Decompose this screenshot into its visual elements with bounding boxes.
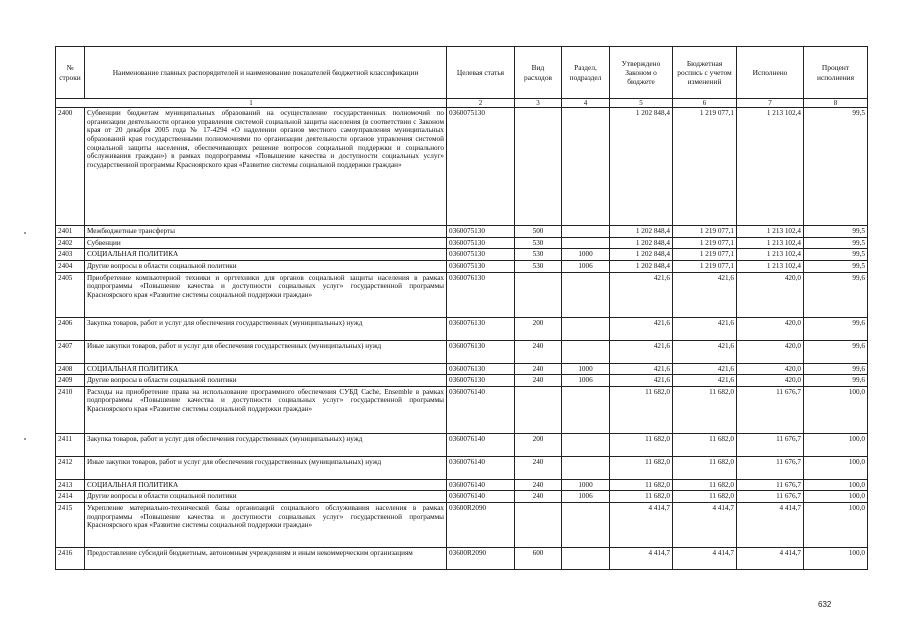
row-target: 0360076130 xyxy=(447,363,515,375)
row-schedule: 421,6 xyxy=(673,317,737,340)
row-approved: 421,6 xyxy=(610,375,673,387)
row-section xyxy=(562,226,610,238)
row-approved: 11 682,0 xyxy=(610,491,673,503)
row-name: Другие вопросы в области социальной политики xyxy=(85,375,447,387)
row-type: 200 xyxy=(515,433,562,456)
row-section xyxy=(562,503,610,548)
row-approved: 1 202 848,4 xyxy=(610,108,673,226)
row-executed: 11 676,7 xyxy=(737,386,804,433)
row-number: 2403 xyxy=(56,249,85,261)
row-target: 0360076140 xyxy=(447,491,515,503)
row-name: Закупка товаров, работ и услуг для обеспечения государственных (муниципальных) нужд xyxy=(85,433,447,456)
row-percent: 99,5 xyxy=(804,226,868,238)
row-name: Предоставление субсидий бюджетным, автономным учреждениям и иным некоммерческим организациям xyxy=(85,548,447,570)
row-type xyxy=(515,503,562,548)
row-percent: 100,0 xyxy=(804,503,868,548)
table-row xyxy=(56,548,868,570)
header-approved: Утверждено Законом о бюджете xyxy=(610,47,673,99)
table-row xyxy=(56,491,868,503)
row-target: 0360076130 xyxy=(447,317,515,340)
row-type: 240 xyxy=(515,340,562,363)
row-number: 2412 xyxy=(56,456,85,479)
row-percent: 100,0 xyxy=(804,479,868,491)
table-row xyxy=(56,375,868,387)
row-number: 2407 xyxy=(56,340,85,363)
row-executed: 420,0 xyxy=(737,363,804,375)
row-type xyxy=(515,108,562,226)
header-name: Наименование главных распорядителей и наименование показателей бюджетной классификации xyxy=(85,47,447,99)
row-approved: 1 202 848,4 xyxy=(610,226,673,238)
row-percent: 99,6 xyxy=(804,363,868,375)
row-schedule: 421,6 xyxy=(673,363,737,375)
row-number: 2410 xyxy=(56,386,85,433)
row-approved: 11 682,0 xyxy=(610,456,673,479)
row-schedule: 11 682,0 xyxy=(673,456,737,479)
row-executed: 1 213 102,4 xyxy=(737,226,804,238)
row-schedule: 1 219 077,1 xyxy=(673,237,737,249)
row-executed: 4 414,7 xyxy=(737,548,804,570)
row-percent: 100,0 xyxy=(804,456,868,479)
row-number: 2402 xyxy=(56,237,85,249)
row-number: 2411 xyxy=(56,433,85,456)
row-schedule: 4 414,7 xyxy=(673,548,737,570)
row-type: 240 xyxy=(515,456,562,479)
row-approved: 11 682,0 xyxy=(610,479,673,491)
header-row-no: № строки xyxy=(56,47,85,99)
row-name: Приобретение компьютерной техники и оргтехники для органов социальной защиты населения в рамках подпрограммы «Повышение качества и доступности социальных услуг» государственной программы Красноярского края «Развитие системы социальной поддержки граждан» xyxy=(85,272,447,317)
row-schedule: 421,6 xyxy=(673,375,737,387)
row-schedule: 1 219 077,1 xyxy=(673,226,737,238)
row-target: 0360075130 xyxy=(447,226,515,238)
row-schedule: 1 219 077,1 xyxy=(673,108,737,226)
table-row xyxy=(56,249,868,261)
row-executed: 420,0 xyxy=(737,340,804,363)
row-section xyxy=(562,108,610,226)
column-number: 7 xyxy=(737,99,804,108)
row-target: 03600R2090 xyxy=(447,548,515,570)
row-name: Другие вопросы в области социальной политики xyxy=(85,260,447,272)
row-schedule: 421,6 xyxy=(673,272,737,317)
row-approved: 421,6 xyxy=(610,340,673,363)
row-type: 240 xyxy=(515,363,562,375)
row-type xyxy=(515,272,562,317)
table-row xyxy=(56,260,868,272)
row-percent: 99,5 xyxy=(804,260,868,272)
row-target: 0360076140 xyxy=(447,433,515,456)
row-executed: 11 676,7 xyxy=(737,433,804,456)
row-type: 500 xyxy=(515,226,562,238)
row-type xyxy=(515,386,562,433)
row-name: Другие вопросы в области социальной политики xyxy=(85,491,447,503)
row-percent: 100,0 xyxy=(804,491,868,503)
row-section: 1006 xyxy=(562,375,610,387)
table-row xyxy=(56,340,868,363)
row-percent: 99,6 xyxy=(804,375,868,387)
row-section: 1000 xyxy=(562,249,610,261)
row-target: 0360075130 xyxy=(447,249,515,261)
row-number: 2406 xyxy=(56,317,85,340)
row-number: 2416 xyxy=(56,548,85,570)
row-schedule: 4 414,7 xyxy=(673,503,737,548)
row-number: 2413 xyxy=(56,479,85,491)
row-target: 0360075130 xyxy=(447,237,515,249)
row-target: 03600R2090 xyxy=(447,503,515,548)
row-name: Субвенции бюджетам муниципальных образований на осуществление государственных полномочий по организации деятельности органов управления системой социальной защиты населения (в соответствии с Законом края от 20 декабря 2005 года № 17-4294 «О наделении органов местного самоуправления муниципальных образований края государственными полномочиями по организации деятельности органов управления системой социальной защиты населения, обеспечивающих решение вопросов социальной поддержки и социального обслуживания граждан») в рамках подпрограммы «Повышение качества и доступности социальных услуг» государственной программы Красноярского края «Развитие системы социальной поддержки граждан» xyxy=(85,108,447,226)
row-name: Субвенции xyxy=(85,237,447,249)
row-name: Закупка товаров, работ и услуг для обеспечения государственных (муниципальных) нужд xyxy=(85,317,447,340)
row-executed: 1 213 102,4 xyxy=(737,237,804,249)
header-executed: Исполнено xyxy=(737,47,804,99)
row-number: 2414 xyxy=(56,491,85,503)
row-number: 2415 xyxy=(56,503,85,548)
row-schedule: 11 682,0 xyxy=(673,386,737,433)
row-schedule: 11 682,0 xyxy=(673,433,737,456)
row-number: 2405 xyxy=(56,272,85,317)
row-approved: 1 202 848,4 xyxy=(610,260,673,272)
row-executed: 420,0 xyxy=(737,317,804,340)
row-type: 240 xyxy=(515,491,562,503)
row-section: 1006 xyxy=(562,491,610,503)
row-approved: 421,6 xyxy=(610,272,673,317)
row-percent: 99,5 xyxy=(804,249,868,261)
table-row xyxy=(56,272,868,317)
row-number: 2404 xyxy=(56,260,85,272)
row-schedule: 1 219 077,1 xyxy=(673,249,737,261)
row-approved: 421,6 xyxy=(610,317,673,340)
row-target: 0360075130 xyxy=(447,108,515,226)
row-name: СОЦИАЛЬНАЯ ПОЛИТИКА xyxy=(85,363,447,375)
row-type: 530 xyxy=(515,249,562,261)
row-approved: 11 682,0 xyxy=(610,433,673,456)
row-schedule: 1 219 077,1 xyxy=(673,260,737,272)
table-row xyxy=(56,433,868,456)
row-executed: 1 213 102,4 xyxy=(737,260,804,272)
table-row xyxy=(56,503,868,548)
row-schedule: 11 682,0 xyxy=(673,491,737,503)
row-section: 1000 xyxy=(562,479,610,491)
table-row xyxy=(56,226,868,238)
row-target: 0360076130 xyxy=(447,375,515,387)
row-type: 240 xyxy=(515,479,562,491)
row-section xyxy=(562,386,610,433)
row-executed: 420,0 xyxy=(737,272,804,317)
row-name: Расходы на приобретение права на использование программного обеспечения СУБД Cache, Ensemble в рамках подпрограммы «Повышение качества и доступности социальных услуг» государственной программы Красноярского края «Развитие системы социальной поддержки граждан» xyxy=(85,386,447,433)
column-number: 6 xyxy=(673,99,737,108)
document-page xyxy=(55,46,867,570)
row-type: 530 xyxy=(515,237,562,249)
row-percent: 99,5 xyxy=(804,108,868,226)
table-row xyxy=(56,237,868,249)
column-number: 4 xyxy=(562,99,610,108)
row-name: Укрепление материально-технической базы организаций социального обслуживания населения в рамках подпрограммы «Повышение качества и доступности социальных услуг» государственной программы Красноярского края «Развитие системы социальной поддержки граждан» xyxy=(85,503,447,548)
row-executed: 420,0 xyxy=(737,375,804,387)
page-number: 632 xyxy=(818,600,832,609)
table-header xyxy=(56,47,868,108)
row-type: 530 xyxy=(515,260,562,272)
row-approved: 4 414,7 xyxy=(610,548,673,570)
header-schedule: Бюджетная роспись с учетом изменений xyxy=(673,47,737,99)
row-executed: 4 414,7 xyxy=(737,503,804,548)
row-executed: 11 676,7 xyxy=(737,479,804,491)
row-approved: 4 414,7 xyxy=(610,503,673,548)
row-executed: 1 213 102,4 xyxy=(737,108,804,226)
row-name: СОЦИАЛЬНАЯ ПОЛИТИКА xyxy=(85,249,447,261)
row-target: 0360076140 xyxy=(447,386,515,433)
row-approved: 11 682,0 xyxy=(610,386,673,433)
column-number: 3 xyxy=(515,99,562,108)
row-section xyxy=(562,433,610,456)
header-type: Вид расходов xyxy=(515,47,562,99)
row-name: Межбюджетные трансферты xyxy=(85,226,447,238)
row-executed: 1 213 102,4 xyxy=(737,249,804,261)
column-number-row xyxy=(56,99,868,108)
header-row xyxy=(56,47,868,99)
column-number: 8 xyxy=(804,99,868,108)
header-target: Целевая статья xyxy=(447,47,515,99)
row-name: Иные закупки товаров, работ и услуг для обеспечения государственных (муниципальных) нужд xyxy=(85,456,447,479)
row-percent: 100,0 xyxy=(804,386,868,433)
row-name: Иные закупки товаров, работ и услуг для обеспечения государственных (муниципальных) нужд xyxy=(85,340,447,363)
row-section: 1000 xyxy=(562,363,610,375)
row-approved: 421,6 xyxy=(610,363,673,375)
row-target: 0360076130 xyxy=(447,272,515,317)
scan-mark xyxy=(24,232,26,234)
row-percent: 99,5 xyxy=(804,237,868,249)
row-number: 2408 xyxy=(56,363,85,375)
row-section: 1006 xyxy=(562,260,610,272)
row-schedule: 421,6 xyxy=(673,340,737,363)
row-section xyxy=(562,456,610,479)
row-section xyxy=(562,548,610,570)
budget-execution-table xyxy=(55,46,868,570)
row-schedule: 11 682,0 xyxy=(673,479,737,491)
table-row xyxy=(56,363,868,375)
row-number: 2400 xyxy=(56,108,85,226)
row-executed: 11 676,7 xyxy=(737,491,804,503)
row-executed: 11 676,7 xyxy=(737,456,804,479)
row-name: СОЦИАЛЬНАЯ ПОЛИТИКА xyxy=(85,479,447,491)
table-row xyxy=(56,317,868,340)
header-section: Раздел, подраздел xyxy=(562,47,610,99)
table-body xyxy=(56,108,868,570)
row-approved: 1 202 848,4 xyxy=(610,237,673,249)
table-row xyxy=(56,108,868,226)
row-percent: 99,6 xyxy=(804,340,868,363)
row-number: 2401 xyxy=(56,226,85,238)
row-type: 600 xyxy=(515,548,562,570)
row-approved: 1 202 848,4 xyxy=(610,249,673,261)
row-percent: 99,6 xyxy=(804,317,868,340)
row-number: 2409 xyxy=(56,375,85,387)
scan-mark xyxy=(24,438,26,440)
row-section xyxy=(562,272,610,317)
row-target: 0360076130 xyxy=(447,340,515,363)
table-row xyxy=(56,479,868,491)
column-number: 1 xyxy=(56,99,447,108)
row-target: 0360076140 xyxy=(447,479,515,491)
row-target: 0360075130 xyxy=(447,260,515,272)
row-section xyxy=(562,317,610,340)
table-row xyxy=(56,386,868,433)
row-section xyxy=(562,237,610,249)
column-number: 2 xyxy=(447,99,515,108)
row-section xyxy=(562,340,610,363)
header-percent: Процент исполнения xyxy=(804,47,868,99)
row-percent: 99,6 xyxy=(804,272,868,317)
row-type: 240 xyxy=(515,375,562,387)
row-percent: 100,0 xyxy=(804,548,868,570)
row-percent: 100,0 xyxy=(804,433,868,456)
table-row xyxy=(56,456,868,479)
row-type: 200 xyxy=(515,317,562,340)
column-number: 5 xyxy=(610,99,673,108)
row-target: 0360076140 xyxy=(447,456,515,479)
